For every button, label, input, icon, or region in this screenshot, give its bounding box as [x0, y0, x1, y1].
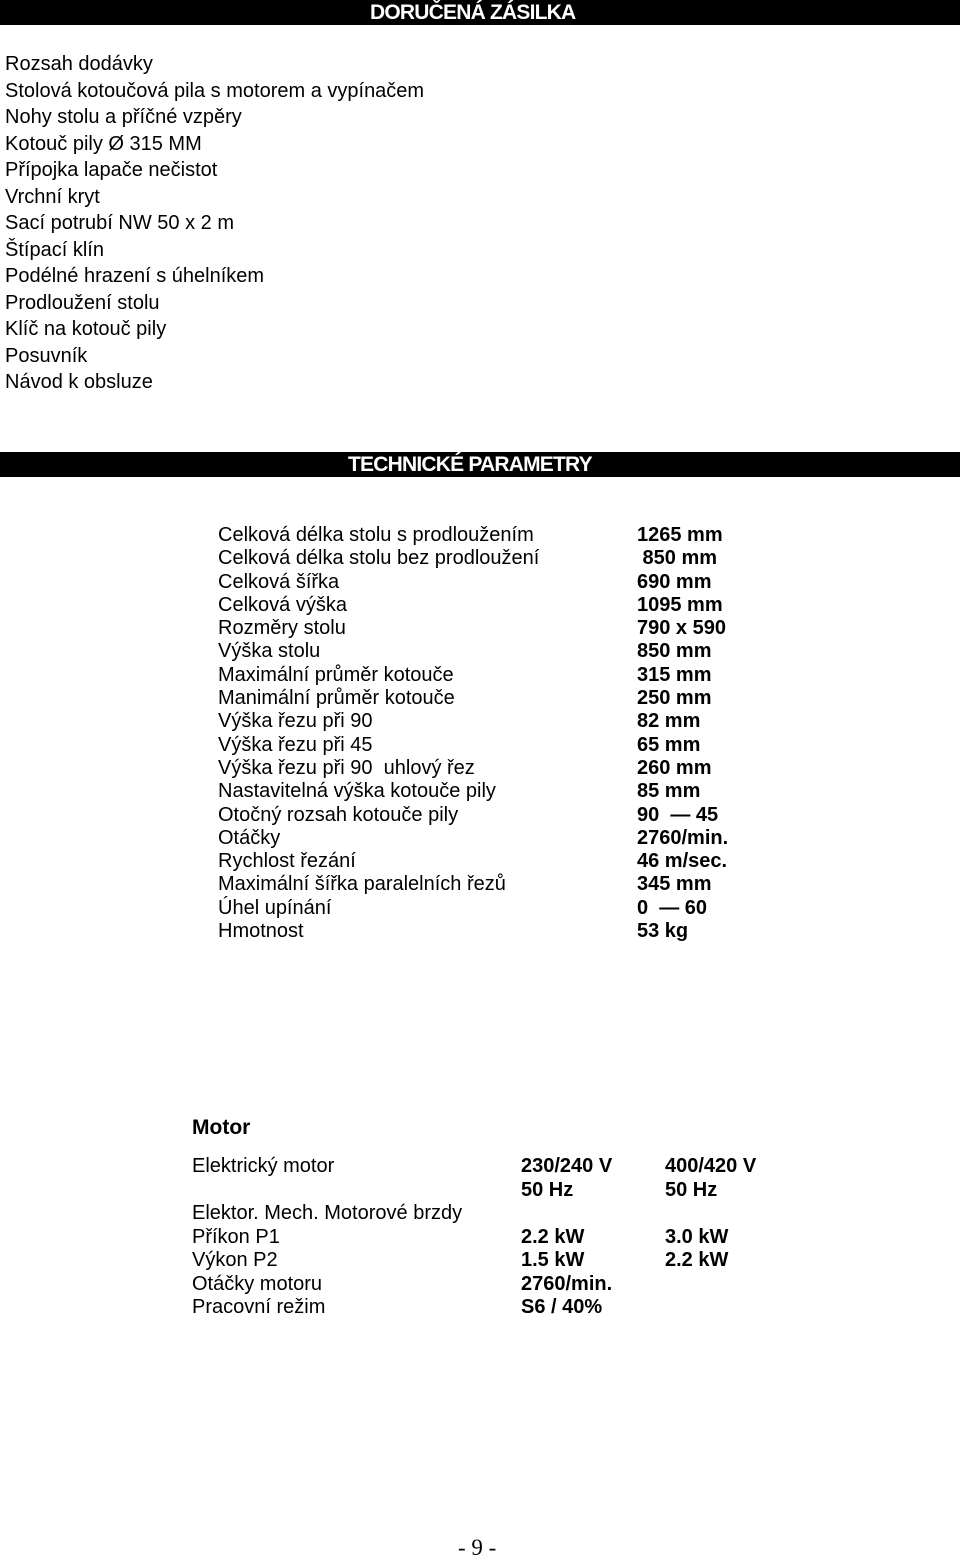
motor-row [192, 1249, 832, 1273]
motor-value-400v: 3.0 kW [665, 1225, 729, 1248]
motor-row [192, 1296, 832, 1320]
spec-row [218, 571, 778, 594]
delivery-item: Rozsah dodávky [5, 53, 153, 75]
spec-value: 250 mm [637, 687, 712, 710]
spec-row [218, 524, 778, 547]
spec-value: 1095 mm [637, 593, 723, 616]
motor-row [192, 1202, 832, 1226]
spec-value: 85 mm [637, 780, 701, 803]
motor-value-230v: 2.2 kW [521, 1225, 585, 1248]
spec-label: Celková délka stolu bez prodloužení [218, 547, 540, 570]
motor-row [192, 1226, 832, 1250]
spec-value: 690 mm [637, 570, 712, 593]
motor-value-230v: 2760/min. [521, 1272, 613, 1295]
spec-value: 82 mm [637, 710, 701, 733]
spec-value: 1265 mm [637, 524, 723, 546]
spec-label: Výška řezu při 45 [218, 733, 373, 756]
spec-label: Rychlost řezání [218, 850, 356, 873]
spec-label: Rozměry stolu [218, 617, 346, 640]
spec-row [218, 780, 778, 803]
spec-label: Nastavitelná výška kotouče pily [218, 780, 496, 803]
spec-label: Otočný rozsah kotouče pily [218, 803, 459, 826]
spec-row [218, 617, 778, 640]
spec-row [218, 710, 778, 733]
spec-value: 90 — 45 [637, 803, 719, 826]
motor-label: Pracovní režim [192, 1296, 326, 1318]
spec-value: 345 mm [637, 873, 712, 896]
spec-label: Otáčky [218, 826, 281, 849]
motor-label: Výkon P2 [192, 1249, 278, 1271]
spec-row [218, 547, 778, 570]
spec-value: 315 mm [637, 663, 712, 686]
spec-value: 0 — 60 [637, 896, 708, 919]
motor-table [192, 1155, 832, 1320]
spec-row [218, 897, 778, 920]
spec-value: 850 mm [637, 640, 712, 663]
motor-section-title: Motor [192, 1116, 251, 1139]
spec-row [218, 920, 778, 943]
delivery-item: Stolová kotoučová pila s motorem a vypínačem [5, 79, 425, 102]
spec-label: Výška řezu při 90 uhlový řez [218, 756, 475, 779]
delivery-item: Návod k obsluze [5, 371, 153, 393]
spec-value: 53 kg [637, 920, 689, 943]
delivery-item: Nohy stolu a příčné vzpěry [5, 106, 242, 128]
spec-label: Výška řezu při 90 [218, 710, 373, 733]
delivery-item: Kotouč pily Ø 315 MM [5, 132, 202, 155]
delivery-item: Štípací klín [5, 238, 104, 261]
motor-value-400v: 400/420 V [665, 1155, 757, 1177]
spec-table [218, 524, 778, 943]
page-number: - 9 - [458, 1535, 497, 1560]
spec-row [218, 734, 778, 757]
spec-value: 260 mm [637, 756, 712, 779]
spec-label: Manimální průměr kotouče [218, 687, 455, 710]
spec-row [218, 757, 778, 780]
motor-row [192, 1273, 832, 1297]
delivery-item: Posuvník [5, 344, 88, 367]
delivery-list [5, 51, 424, 396]
delivery-item: Přípojka lapače nečistot [5, 159, 218, 181]
motor-label: Elektor. Mech. Motorové brzdy [192, 1202, 463, 1224]
motor-row [192, 1155, 832, 1179]
delivery-item: Sací potrubí NW 50 x 2 m [5, 212, 234, 234]
delivery-header-bar [0, 0, 960, 25]
spec-value: 790 x 590 [637, 617, 726, 640]
spec-row [218, 827, 778, 850]
tech-params-header-title: TECHNICKÉ PARAMETRY [348, 452, 592, 476]
motor-value-230v: 1.5 kW [521, 1249, 585, 1271]
spec-row [218, 594, 778, 617]
spec-label: Maximální šířka paralelních řezů [218, 873, 506, 896]
motor-row [192, 1179, 832, 1203]
motor-value-230v: S6 / 40% [521, 1296, 603, 1318]
spec-row [218, 687, 778, 710]
spec-label: Celková výška [218, 593, 347, 616]
spec-row [218, 873, 778, 896]
spec-label: Maximální průměr kotouče [218, 663, 454, 686]
spec-label: Výška stolu [218, 640, 321, 663]
motor-value-400v: 50 Hz [665, 1178, 718, 1201]
spec-row [218, 664, 778, 687]
spec-label: Celková délka stolu s prodloužením [218, 524, 534, 546]
delivery-header-title: DORUČENÁ ZÁSILKA [370, 0, 576, 24]
spec-row [218, 850, 778, 873]
spec-value: 46 m/sec. [637, 850, 728, 873]
motor-label: Příkon P1 [192, 1225, 280, 1248]
spec-row [218, 640, 778, 663]
motor-value-400v: 2.2 kW [665, 1249, 729, 1271]
motor-value-230v: 230/240 V [521, 1155, 613, 1177]
delivery-item: Klíč na kotouč pily [5, 318, 167, 340]
spec-value: 850 mm [637, 547, 718, 570]
spec-label: Úhel upínání [218, 896, 332, 919]
spec-label: Celková šířka [218, 570, 340, 593]
delivery-item: Vrchní kryt [5, 185, 100, 208]
motor-label: Elektrický motor [192, 1155, 335, 1177]
delivery-item: Podélné hrazení s úhelníkem [5, 265, 265, 287]
spec-value: 2760/min. [637, 826, 729, 849]
delivery-item: Prodloužení stolu [5, 291, 160, 314]
motor-value-230v: 50 Hz [521, 1178, 574, 1201]
spec-row [218, 804, 778, 827]
spec-label: Hmotnost [218, 920, 304, 943]
spec-value: 65 mm [637, 733, 701, 756]
tech-params-header-bar [0, 452, 960, 477]
motor-label: Otáčky motoru [192, 1272, 323, 1295]
